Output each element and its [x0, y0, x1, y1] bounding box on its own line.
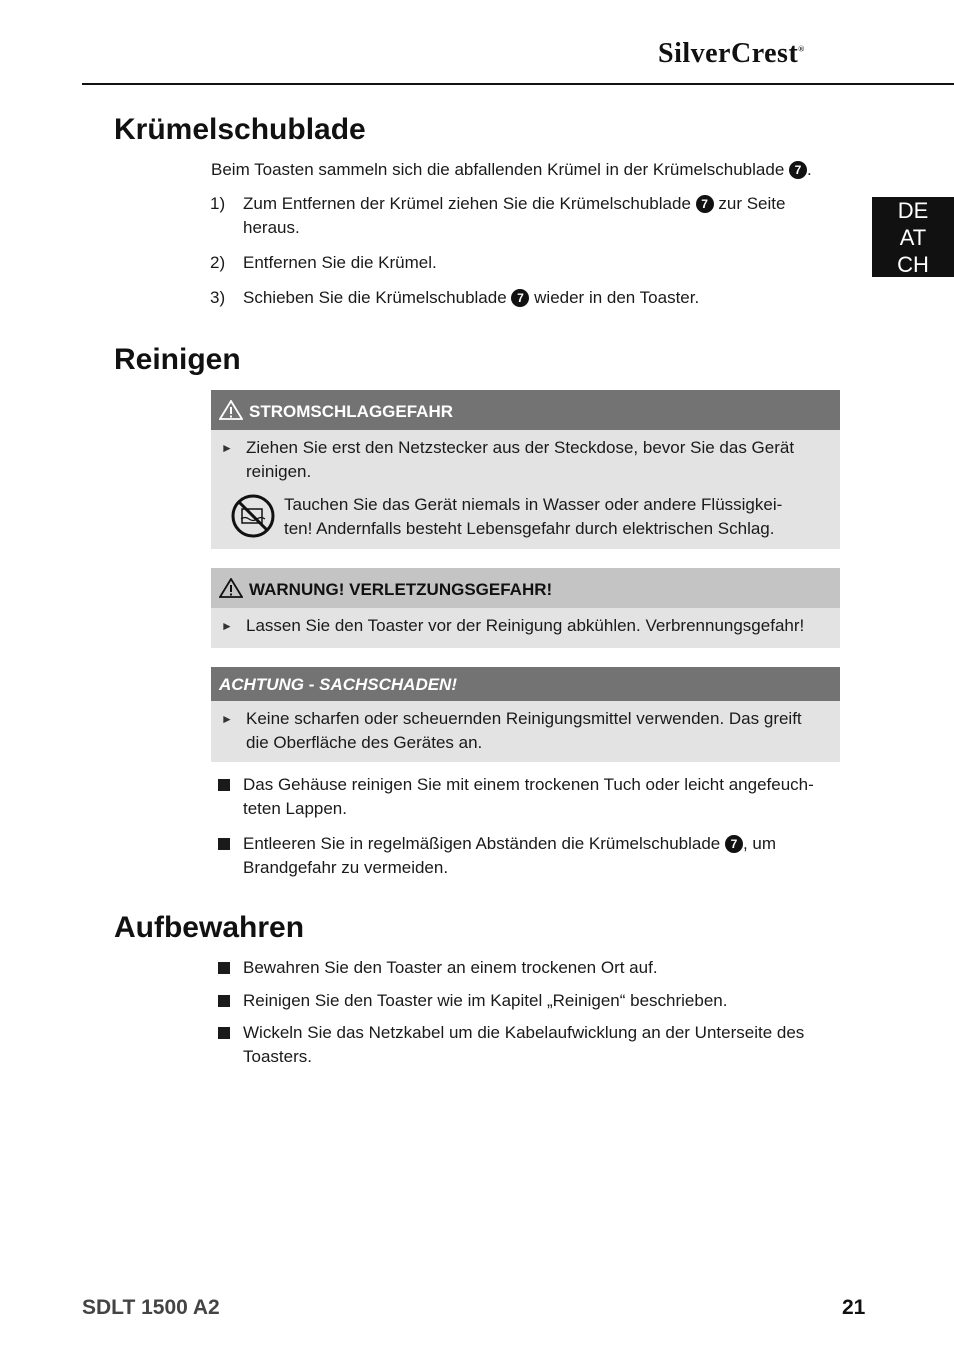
step-2: Entfernen Sie die Krümel.	[243, 253, 437, 272]
step-3	[243, 286, 699, 310]
arrow-bullet-icon: ►	[221, 619, 233, 633]
warning-box-electric-shock	[211, 390, 840, 549]
language-tab	[872, 197, 954, 277]
ref-number-7: 7	[789, 161, 807, 179]
warning-item	[246, 436, 836, 484]
caution-item-text: Keine scharfen oder scheuernden Reinigungsmittel verwenden. Das greift	[246, 709, 802, 728]
aufbewahren-bullet-2: Reinigen Sie den Toaster wie im Kapitel „Reinigen“ beschrieben.	[243, 991, 728, 1010]
caution-item-text: die Oberfläche des Gerätes an.	[246, 733, 483, 752]
square-bullet-icon	[218, 838, 230, 850]
registered-mark: ®	[798, 44, 805, 54]
step-number: 1)	[210, 194, 226, 213]
brand-logo	[658, 38, 805, 70]
caution-item	[246, 707, 836, 755]
ref-number-7: 7	[725, 835, 743, 853]
square-bullet-icon	[218, 995, 230, 1007]
step-1	[243, 192, 785, 240]
intro-end: .	[807, 160, 812, 179]
aufbewahren-bullet-1: Bewahren Sie den Toaster an einem trockenen Ort auf.	[243, 958, 658, 977]
bullet-text: Das Gehäuse reinigen Sie mit einem trockenen Tuch oder leicht angefeuch-	[243, 775, 814, 794]
caution-box-header	[211, 667, 840, 701]
brand-name: SilverCrest	[658, 38, 799, 69]
bullet-text: teten Lappen.	[243, 799, 347, 818]
no-water-immersion-icon	[230, 493, 276, 539]
step-number: 2)	[210, 253, 226, 272]
kruemel-intro	[211, 158, 812, 182]
reinigen-bullet-1	[243, 773, 814, 821]
step-text: Schieben Sie die Krümelschublade	[243, 288, 507, 307]
header-rule	[82, 83, 954, 85]
bullet-text: Wickeln Sie das Netzkabel um die Kabelaufwicklung an der Unterseite des	[243, 1023, 805, 1042]
language-at: AT	[899, 225, 927, 250]
arrow-bullet-icon: ►	[221, 712, 233, 726]
warning-note	[284, 493, 834, 541]
caution-box-property-damage	[211, 667, 840, 762]
warning-item-text: Ziehen Sie erst den Netzstecker aus der Steckdose, bevor Sie das Gerät	[246, 438, 795, 457]
warning-triangle-icon	[219, 400, 243, 420]
warning-box-injury	[211, 568, 840, 648]
warning-box-header	[211, 390, 840, 430]
square-bullet-icon	[218, 1027, 230, 1039]
step-text: heraus.	[243, 218, 300, 237]
warning-box-header	[211, 568, 840, 608]
footer-model: SDLT 1500 A2	[82, 1296, 220, 1319]
warning-item: Lassen Sie den Toaster vor der Reinigung abkühlen. Verbrennungsgefahr!	[246, 616, 805, 635]
square-bullet-icon	[218, 962, 230, 974]
warning-note-text: ten! Andernfalls besteht Lebensgefahr durch elektrischen Schlag.	[284, 519, 775, 538]
aufbewahren-bullet-3	[243, 1021, 804, 1069]
bullet-text: , um	[742, 834, 777, 853]
section-title-kruemelschublade: Krümelschublade	[114, 113, 366, 146]
ref-number-7: 7	[511, 289, 529, 307]
bullet-text: Entleeren Sie in regelmäßigen Abständen die Krümelschublade	[243, 834, 721, 853]
reinigen-bullet-2	[243, 832, 776, 880]
language-ch: CH	[897, 252, 929, 277]
caution-title: ACHTUNG - SACHSCHADEN!	[219, 675, 457, 694]
intro-text: Beim Toasten sammeln sich die abfallenden Krümel in der Krümelschublade	[211, 160, 785, 179]
bullet-text: Brandgefahr zu vermeiden.	[243, 858, 449, 877]
arrow-bullet-icon: ►	[221, 441, 233, 455]
section-title-reinigen: Reinigen	[114, 343, 241, 376]
ref-number-7: 7	[696, 195, 714, 213]
step-text: zur Seite	[718, 194, 786, 213]
square-bullet-icon	[218, 779, 230, 791]
warning-title: WARNUNG! VERLETZUNGSGEFAHR!	[249, 580, 553, 599]
warning-note-text: Tauchen Sie das Gerät niemals in Wasser oder andere Flüssigkei-	[284, 495, 783, 514]
step-text: Zum Entfernen der Krümel ziehen Sie die Krümelschublade	[243, 194, 691, 213]
step-text: wieder in den Toaster.	[534, 288, 700, 307]
warning-title: STROMSCHLAGGEFAHR	[249, 402, 453, 421]
bullet-text: Toasters.	[243, 1047, 312, 1066]
section-title-aufbewahren: Aufbewahren	[114, 911, 305, 944]
step-number: 3)	[210, 288, 226, 307]
warning-triangle-icon	[219, 578, 243, 598]
warning-item-text: reinigen.	[246, 462, 312, 481]
language-de: DE	[897, 198, 929, 223]
page-number: 21	[842, 1296, 866, 1319]
